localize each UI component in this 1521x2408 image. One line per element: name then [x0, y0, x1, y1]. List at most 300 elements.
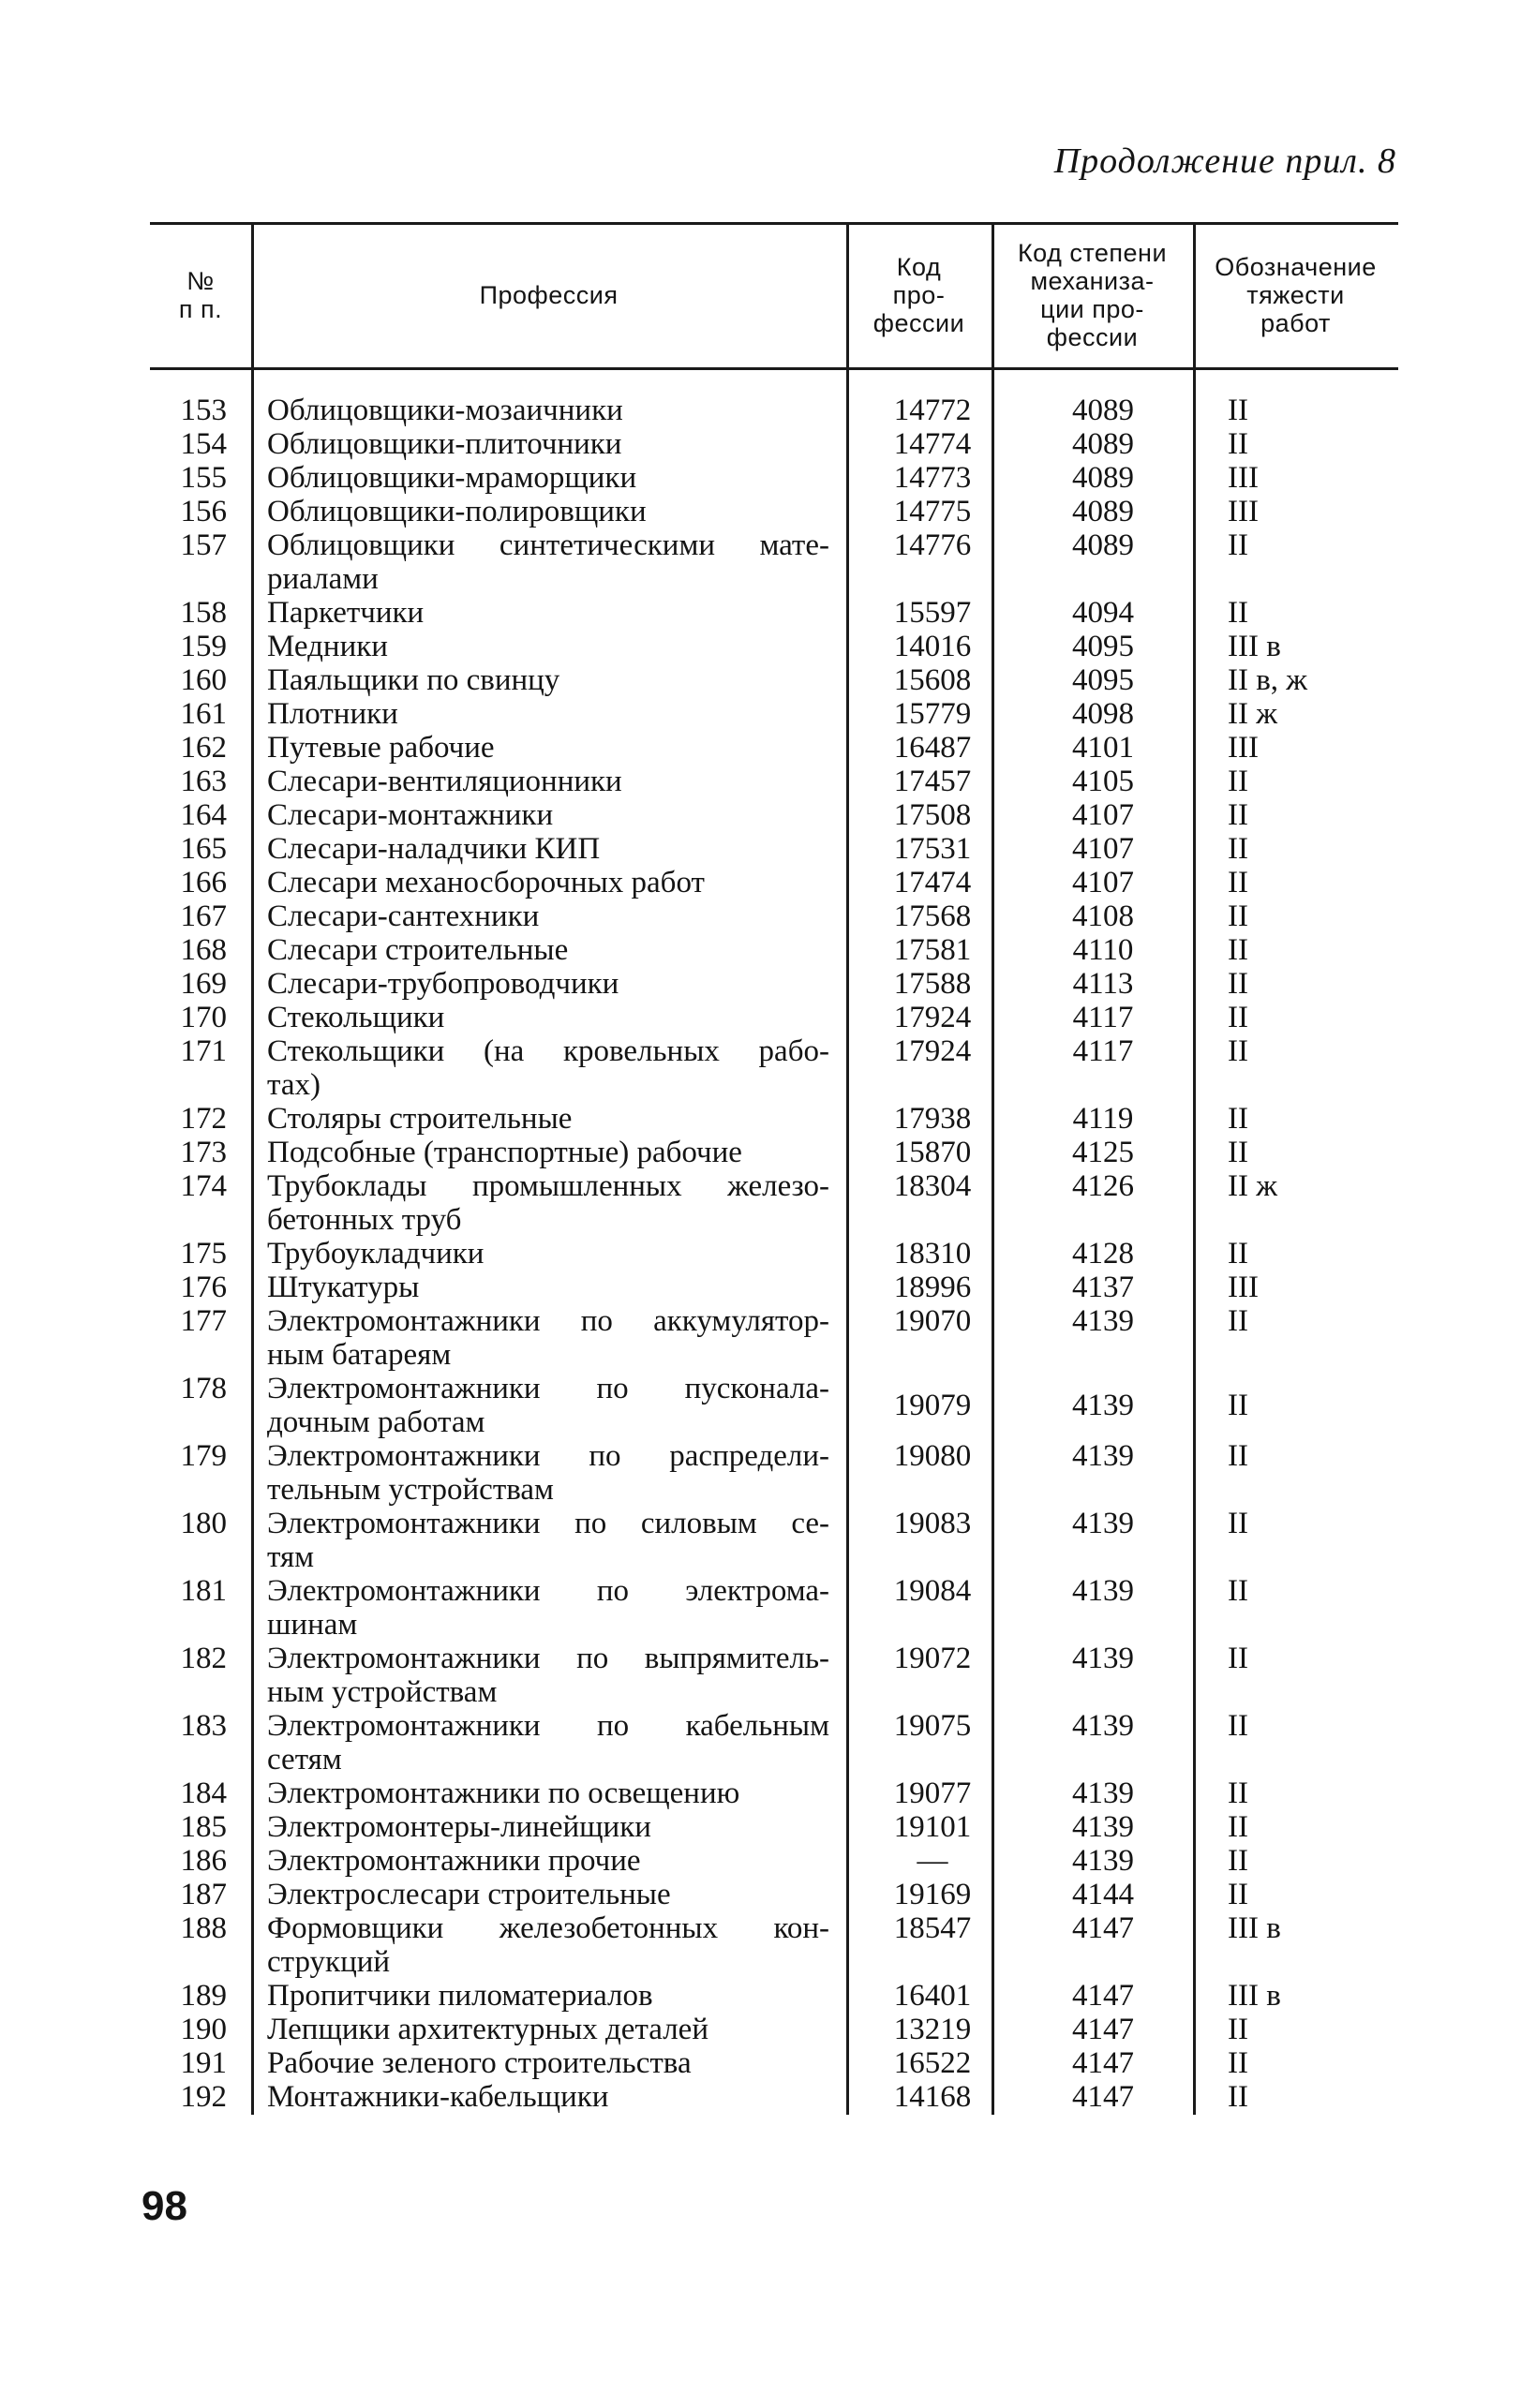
row-severity: II [1228, 1574, 1248, 1608]
row-severity: II [1228, 899, 1248, 933]
profession-line: Облицовщики-мраморщики [267, 461, 637, 495]
row-mech-code: 4110 [1072, 933, 1134, 967]
row-profession [267, 1574, 829, 1642]
table-row [150, 798, 1398, 832]
row-profession [267, 1844, 829, 1878]
profession-line: Электромонтажники по силовым се- [267, 1507, 829, 1540]
profession-line: Электрослесари строительные [267, 1878, 671, 1911]
row-mech-code: 4147 [1072, 1911, 1134, 1945]
table-row [150, 461, 1398, 495]
row-code: 14772 [893, 394, 972, 427]
table-row [150, 1001, 1398, 1034]
profession-line: Подсобные (транспортные) рабочие [267, 1136, 742, 1169]
header-num [150, 222, 251, 367]
row-number: 167 [180, 899, 227, 933]
row-profession [267, 697, 829, 731]
profession-line: Слесари строительные [267, 933, 569, 967]
table-row [150, 731, 1398, 765]
row-mech-code: 4089 [1072, 495, 1134, 528]
row-code: 15608 [893, 663, 972, 697]
row-code: 17924 [893, 1034, 972, 1068]
profession-line: Слесари механосборочных работ [267, 866, 705, 899]
row-code: 14773 [893, 461, 972, 495]
row-mech-code: 4128 [1072, 1237, 1134, 1271]
table-row [150, 1878, 1398, 1911]
row-severity: II [1228, 1844, 1248, 1878]
row-number: 158 [180, 596, 227, 630]
row-code: 17457 [893, 765, 972, 798]
row-mech-code: 4094 [1072, 596, 1134, 630]
row-profession [267, 832, 829, 866]
table-row [150, 630, 1398, 663]
row-number: 189 [180, 1979, 227, 2013]
row-mech-code: 4108 [1072, 899, 1134, 933]
row-profession [267, 866, 829, 899]
row-number: 190 [180, 2013, 227, 2046]
profession-line: Штукатуры [267, 1271, 420, 1304]
table-row [150, 2080, 1398, 2114]
table-row [150, 1271, 1398, 1304]
row-code: 19070 [893, 1304, 972, 1338]
profession-line: Электромонтажники по пусконала- [267, 1372, 829, 1405]
profession-line: Стекольщики (на кровельных рабо- [267, 1034, 829, 1068]
profession-line: Монтажники-кабельщики [267, 2080, 609, 2114]
row-number: 173 [180, 1136, 227, 1169]
row-number: 192 [180, 2080, 227, 2114]
table-row [150, 832, 1398, 866]
table-row [150, 697, 1398, 731]
row-severity: II [1228, 528, 1248, 562]
table-row [150, 899, 1398, 933]
row-profession [267, 798, 829, 832]
row-number: 169 [180, 967, 227, 1001]
row-severity: II [1228, 866, 1248, 899]
row-profession [267, 899, 829, 933]
profession-line: Электромонтажники по освещению [267, 1776, 740, 1810]
row-code: 19101 [893, 1810, 972, 1844]
row-number: 175 [180, 1237, 227, 1271]
row-profession [267, 731, 829, 765]
row-code: 16522 [893, 2046, 972, 2080]
row-code: 19169 [893, 1878, 972, 1911]
profession-line: ным устройствам [267, 1675, 498, 1709]
row-profession [267, 1439, 829, 1507]
row-profession [267, 1507, 829, 1574]
row-code: 14016 [893, 630, 972, 663]
row-code: 14775 [893, 495, 972, 528]
row-profession [267, 1271, 829, 1304]
table-row [150, 1439, 1398, 1507]
profession-line: Облицовщики-плиточники [267, 427, 622, 461]
table-row [150, 967, 1398, 1001]
row-profession [267, 1102, 829, 1136]
profession-line: Трубоклады промышленных железо- [267, 1169, 829, 1203]
row-profession [267, 2013, 829, 2046]
row-code: 18996 [893, 1271, 972, 1304]
row-code: 14776 [893, 528, 972, 562]
row-profession [267, 1709, 829, 1776]
profession-line: Электромонтажники по аккумулятор- [267, 1304, 829, 1338]
row-severity: III [1228, 731, 1259, 765]
row-mech-code: 4101 [1072, 731, 1134, 765]
row-severity: II [1228, 1102, 1248, 1136]
row-code: — [917, 1844, 948, 1878]
row-number: 187 [180, 1878, 227, 1911]
row-mech-code: 4117 [1072, 1034, 1134, 1068]
row-severity: III [1228, 1271, 1259, 1304]
table-row [150, 1844, 1398, 1878]
row-profession [267, 1001, 829, 1034]
row-number: 174 [180, 1169, 227, 1203]
row-severity: III в [1228, 1979, 1281, 2013]
profession-line: Стекольщики [267, 1001, 445, 1034]
row-number: 168 [180, 933, 227, 967]
profession-line: Электромонтажники по электрома- [267, 1574, 829, 1608]
profession-line: Медники [267, 630, 388, 663]
row-number: 170 [180, 1001, 227, 1034]
table-row [150, 394, 1398, 427]
row-severity: II [1228, 1237, 1248, 1271]
table-row [150, 427, 1398, 461]
row-severity: II [1228, 832, 1248, 866]
row-profession [267, 630, 829, 663]
table-row [150, 866, 1398, 899]
row-mech-code: 4125 [1072, 1136, 1134, 1169]
profession-line: Слесари-трубопроводчики [267, 967, 619, 1001]
row-severity: II [1228, 596, 1248, 630]
row-code: 18310 [893, 1237, 972, 1271]
row-severity: II [1228, 1304, 1248, 1338]
row-number: 154 [180, 427, 227, 461]
table-row [150, 1304, 1398, 1372]
row-severity: III в [1228, 630, 1281, 663]
row-mech-code: 4147 [1072, 2013, 1134, 2046]
table-row [150, 1709, 1398, 1776]
row-code: 13219 [893, 2013, 972, 2046]
row-severity: II [1228, 1776, 1248, 1810]
table-row [150, 1034, 1398, 1102]
row-profession [267, 1878, 829, 1911]
row-code: 17531 [893, 832, 972, 866]
table-row [150, 1642, 1398, 1709]
profession-line: Паяльщики по свинцу [267, 663, 560, 697]
table-row [150, 1237, 1398, 1271]
profession-line: Плотники [267, 697, 398, 731]
profession-line: Рабочие зеленого строительства [267, 2046, 692, 2080]
row-number: 163 [180, 765, 227, 798]
row-code: 19072 [893, 1642, 972, 1675]
row-number: 172 [180, 1102, 227, 1136]
row-number: 165 [180, 832, 227, 866]
row-severity: II [1228, 1878, 1248, 1911]
row-code: 19075 [893, 1709, 972, 1743]
row-code: 15779 [893, 697, 972, 731]
row-number: 166 [180, 866, 227, 899]
row-code: 17568 [893, 899, 972, 933]
profession-line: Путевые рабочие [267, 731, 495, 765]
table-row [150, 933, 1398, 967]
row-number: 155 [180, 461, 227, 495]
header-code-text: Код про- фессии [872, 252, 965, 337]
row-number: 191 [180, 2046, 227, 2080]
header-mech-text: Код степени механиза- ции про- фессии [1017, 238, 1168, 351]
row-number: 180 [180, 1507, 227, 1540]
profession-line: Лепщики архитектурных деталей [267, 2013, 708, 2046]
row-number: 181 [180, 1574, 227, 1608]
row-severity: II [1228, 798, 1248, 832]
table-row [150, 1810, 1398, 1844]
row-profession [267, 528, 829, 596]
row-number: 176 [180, 1271, 227, 1304]
row-severity: II [1228, 933, 1248, 967]
row-severity: II [1228, 2080, 1248, 2114]
profession-line: Трубоукладчики [267, 1237, 485, 1271]
profession-line: Электромонтажники по кабельным [267, 1709, 829, 1743]
row-mech-code: 4095 [1072, 663, 1134, 697]
row-mech-code: 4105 [1072, 765, 1134, 798]
profession-line: Паркетчики [267, 596, 425, 630]
profession-line: Слесари-вентиляционники [267, 765, 622, 798]
row-code: 17588 [893, 967, 972, 1001]
row-severity: II [1228, 1810, 1248, 1844]
profession-line: Облицовщики синтетическими мате- [267, 528, 829, 562]
table-row [150, 495, 1398, 528]
row-mech-code: 4089 [1072, 528, 1134, 562]
profession-line: Столяры строительные [267, 1102, 573, 1136]
profession-line: Электромонтажники прочие [267, 1844, 641, 1878]
row-profession [267, 1304, 829, 1372]
row-profession [267, 2046, 829, 2080]
row-severity: III в [1228, 1911, 1281, 1945]
row-severity: II [1228, 1034, 1248, 1068]
table-row [150, 1911, 1398, 1979]
row-number: 171 [180, 1034, 227, 1068]
row-severity: II в, ж [1228, 663, 1308, 697]
row-severity: II [1228, 2013, 1248, 2046]
table-row [150, 1979, 1398, 2013]
row-mech-code: 4117 [1072, 1001, 1134, 1034]
row-severity: III [1228, 461, 1259, 495]
table-row [150, 1136, 1398, 1169]
row-profession [267, 1136, 829, 1169]
table-row [150, 765, 1398, 798]
row-code: 19083 [893, 1507, 972, 1540]
row-mech-code: 4113 [1072, 967, 1134, 1001]
row-number: 183 [180, 1709, 227, 1743]
row-mech-code: 4126 [1072, 1169, 1134, 1203]
profession-line: ным батареям [267, 1338, 452, 1372]
table-row [150, 1169, 1398, 1237]
profession-line: Пропитчики пиломатериалов [267, 1979, 653, 2013]
row-mech-code: 4139 [1072, 1389, 1134, 1422]
row-code: 17924 [893, 1001, 972, 1034]
row-severity: II [1228, 1389, 1248, 1422]
row-number: 153 [180, 394, 227, 427]
table-row [150, 1102, 1398, 1136]
profession-line: Слесари-монтажники [267, 798, 554, 832]
row-number: 186 [180, 1844, 227, 1878]
row-severity: II [1228, 2046, 1248, 2080]
profession-line: тельным устройствам [267, 1473, 554, 1507]
profession-line: Слесари-сантехники [267, 899, 540, 933]
row-number: 159 [180, 630, 227, 663]
row-profession [267, 1776, 829, 1810]
row-code: 17508 [893, 798, 972, 832]
row-number: 161 [180, 697, 227, 731]
row-code: 18547 [893, 1911, 972, 1945]
row-profession [267, 1911, 829, 1979]
profession-line: Формовщики железобетонных кон- [267, 1911, 829, 1945]
row-profession [267, 1810, 829, 1844]
row-number: 185 [180, 1810, 227, 1844]
row-profession [267, 596, 829, 630]
row-profession [267, 394, 829, 427]
row-profession [267, 1034, 829, 1102]
row-profession [267, 1237, 829, 1271]
row-number: 164 [180, 798, 227, 832]
row-code: 14168 [893, 2080, 972, 2114]
row-number: 182 [180, 1642, 227, 1675]
header-severity-text: Обозначение тяжести работ [1215, 252, 1377, 337]
running-head: Продолжение прил. 8 [1053, 141, 1396, 181]
row-mech-code: 4139 [1072, 1574, 1134, 1608]
row-severity: II [1228, 1439, 1248, 1473]
row-number: 157 [180, 528, 227, 562]
row-number: 156 [180, 495, 227, 528]
header-profession-text: Профессия [479, 280, 619, 309]
row-profession [267, 1372, 829, 1439]
table-row [150, 1776, 1398, 1810]
profession-line: риалами [267, 562, 379, 596]
profession-line: шинам [267, 1608, 358, 1642]
row-profession [267, 427, 829, 461]
row-mech-code: 4144 [1072, 1878, 1134, 1911]
header-profession [251, 222, 846, 367]
row-profession [267, 933, 829, 967]
table-row [150, 2046, 1398, 2080]
table-header-rule [150, 367, 1398, 370]
profession-line: Облицовщики-полировщики [267, 495, 647, 528]
header-code [846, 222, 992, 367]
row-profession [267, 663, 829, 697]
row-mech-code: 4095 [1072, 630, 1134, 663]
table-row [150, 2013, 1398, 2046]
row-severity: II [1228, 967, 1248, 1001]
row-number: 184 [180, 1776, 227, 1810]
profession-line: струкций [267, 1945, 391, 1979]
row-severity: II [1228, 1507, 1248, 1540]
row-severity: II [1228, 427, 1248, 461]
row-mech-code: 4147 [1072, 2080, 1134, 2114]
row-mech-code: 4139 [1072, 1810, 1134, 1844]
row-number: 162 [180, 731, 227, 765]
row-code: 14774 [893, 427, 972, 461]
row-code: 19077 [893, 1776, 972, 1810]
row-mech-code: 4139 [1072, 1642, 1134, 1675]
row-mech-code: 4098 [1072, 697, 1134, 731]
row-number: 188 [180, 1911, 227, 1945]
header-num-text: № п п. [178, 266, 223, 323]
row-number: 178 [180, 1372, 227, 1405]
row-mech-code: 4139 [1072, 1439, 1134, 1473]
row-severity: II [1228, 1136, 1248, 1169]
table-row [150, 1372, 1398, 1439]
row-code: 16487 [893, 731, 972, 765]
row-profession [267, 461, 829, 495]
row-mech-code: 4089 [1072, 394, 1134, 427]
table-row [150, 596, 1398, 630]
row-mech-code: 4107 [1072, 832, 1134, 866]
row-code: 15870 [893, 1136, 972, 1169]
row-mech-code: 4139 [1072, 1776, 1134, 1810]
row-mech-code: 4139 [1072, 1304, 1134, 1338]
row-code: 17581 [893, 933, 972, 967]
profession-line: Облицовщики-мозаичники [267, 394, 623, 427]
page-number: 98 [142, 2183, 187, 2229]
row-severity: II [1228, 1709, 1248, 1743]
row-severity: II ж [1228, 697, 1278, 731]
row-severity: II ж [1228, 1169, 1278, 1203]
row-code: 19084 [893, 1574, 972, 1608]
profession-line: Электромонтажники по выпрямитель- [267, 1642, 829, 1675]
row-severity: II [1228, 765, 1248, 798]
row-severity: II [1228, 1642, 1248, 1675]
row-mech-code: 4139 [1072, 1507, 1134, 1540]
row-mech-code: 4137 [1072, 1271, 1134, 1304]
table-row [150, 528, 1398, 596]
row-mech-code: 4147 [1072, 1979, 1134, 2013]
row-number: 177 [180, 1304, 227, 1338]
row-mech-code: 4089 [1072, 461, 1134, 495]
header-mech [992, 222, 1193, 367]
table-row [150, 663, 1398, 697]
row-code: 19080 [893, 1439, 972, 1473]
row-mech-code: 4107 [1072, 798, 1134, 832]
row-profession [267, 1979, 829, 2013]
row-mech-code: 4107 [1072, 866, 1134, 899]
row-code: 17938 [893, 1102, 972, 1136]
row-profession [267, 967, 829, 1001]
row-code: 16401 [893, 1979, 972, 2013]
row-mech-code: 4089 [1072, 427, 1134, 461]
row-mech-code: 4139 [1072, 1709, 1134, 1743]
profession-line: тям [267, 1540, 315, 1574]
row-mech-code: 4147 [1072, 2046, 1134, 2080]
row-profession [267, 1169, 829, 1237]
header-severity [1193, 222, 1398, 367]
row-profession [267, 765, 829, 798]
table-row [150, 1574, 1398, 1642]
row-severity: III [1228, 495, 1259, 528]
row-mech-code: 4139 [1072, 1844, 1134, 1878]
row-code: 19079 [893, 1389, 972, 1422]
profession-line: сетям [267, 1743, 342, 1776]
row-severity: II [1228, 394, 1248, 427]
profession-line: Электромонтажники по распредели- [267, 1439, 829, 1473]
profession-line: тах) [267, 1068, 321, 1102]
row-code: 18304 [893, 1169, 972, 1203]
profession-line: бетонных труб [267, 1203, 462, 1237]
row-number: 179 [180, 1439, 227, 1473]
row-profession [267, 2080, 829, 2114]
row-code: 17474 [893, 866, 972, 899]
row-code: 15597 [893, 596, 972, 630]
profession-line: дочным работам [267, 1405, 485, 1439]
table-row [150, 1507, 1398, 1574]
row-mech-code: 4119 [1072, 1102, 1134, 1136]
row-profession [267, 495, 829, 528]
profession-line: Слесари-наладчики КИП [267, 832, 601, 866]
